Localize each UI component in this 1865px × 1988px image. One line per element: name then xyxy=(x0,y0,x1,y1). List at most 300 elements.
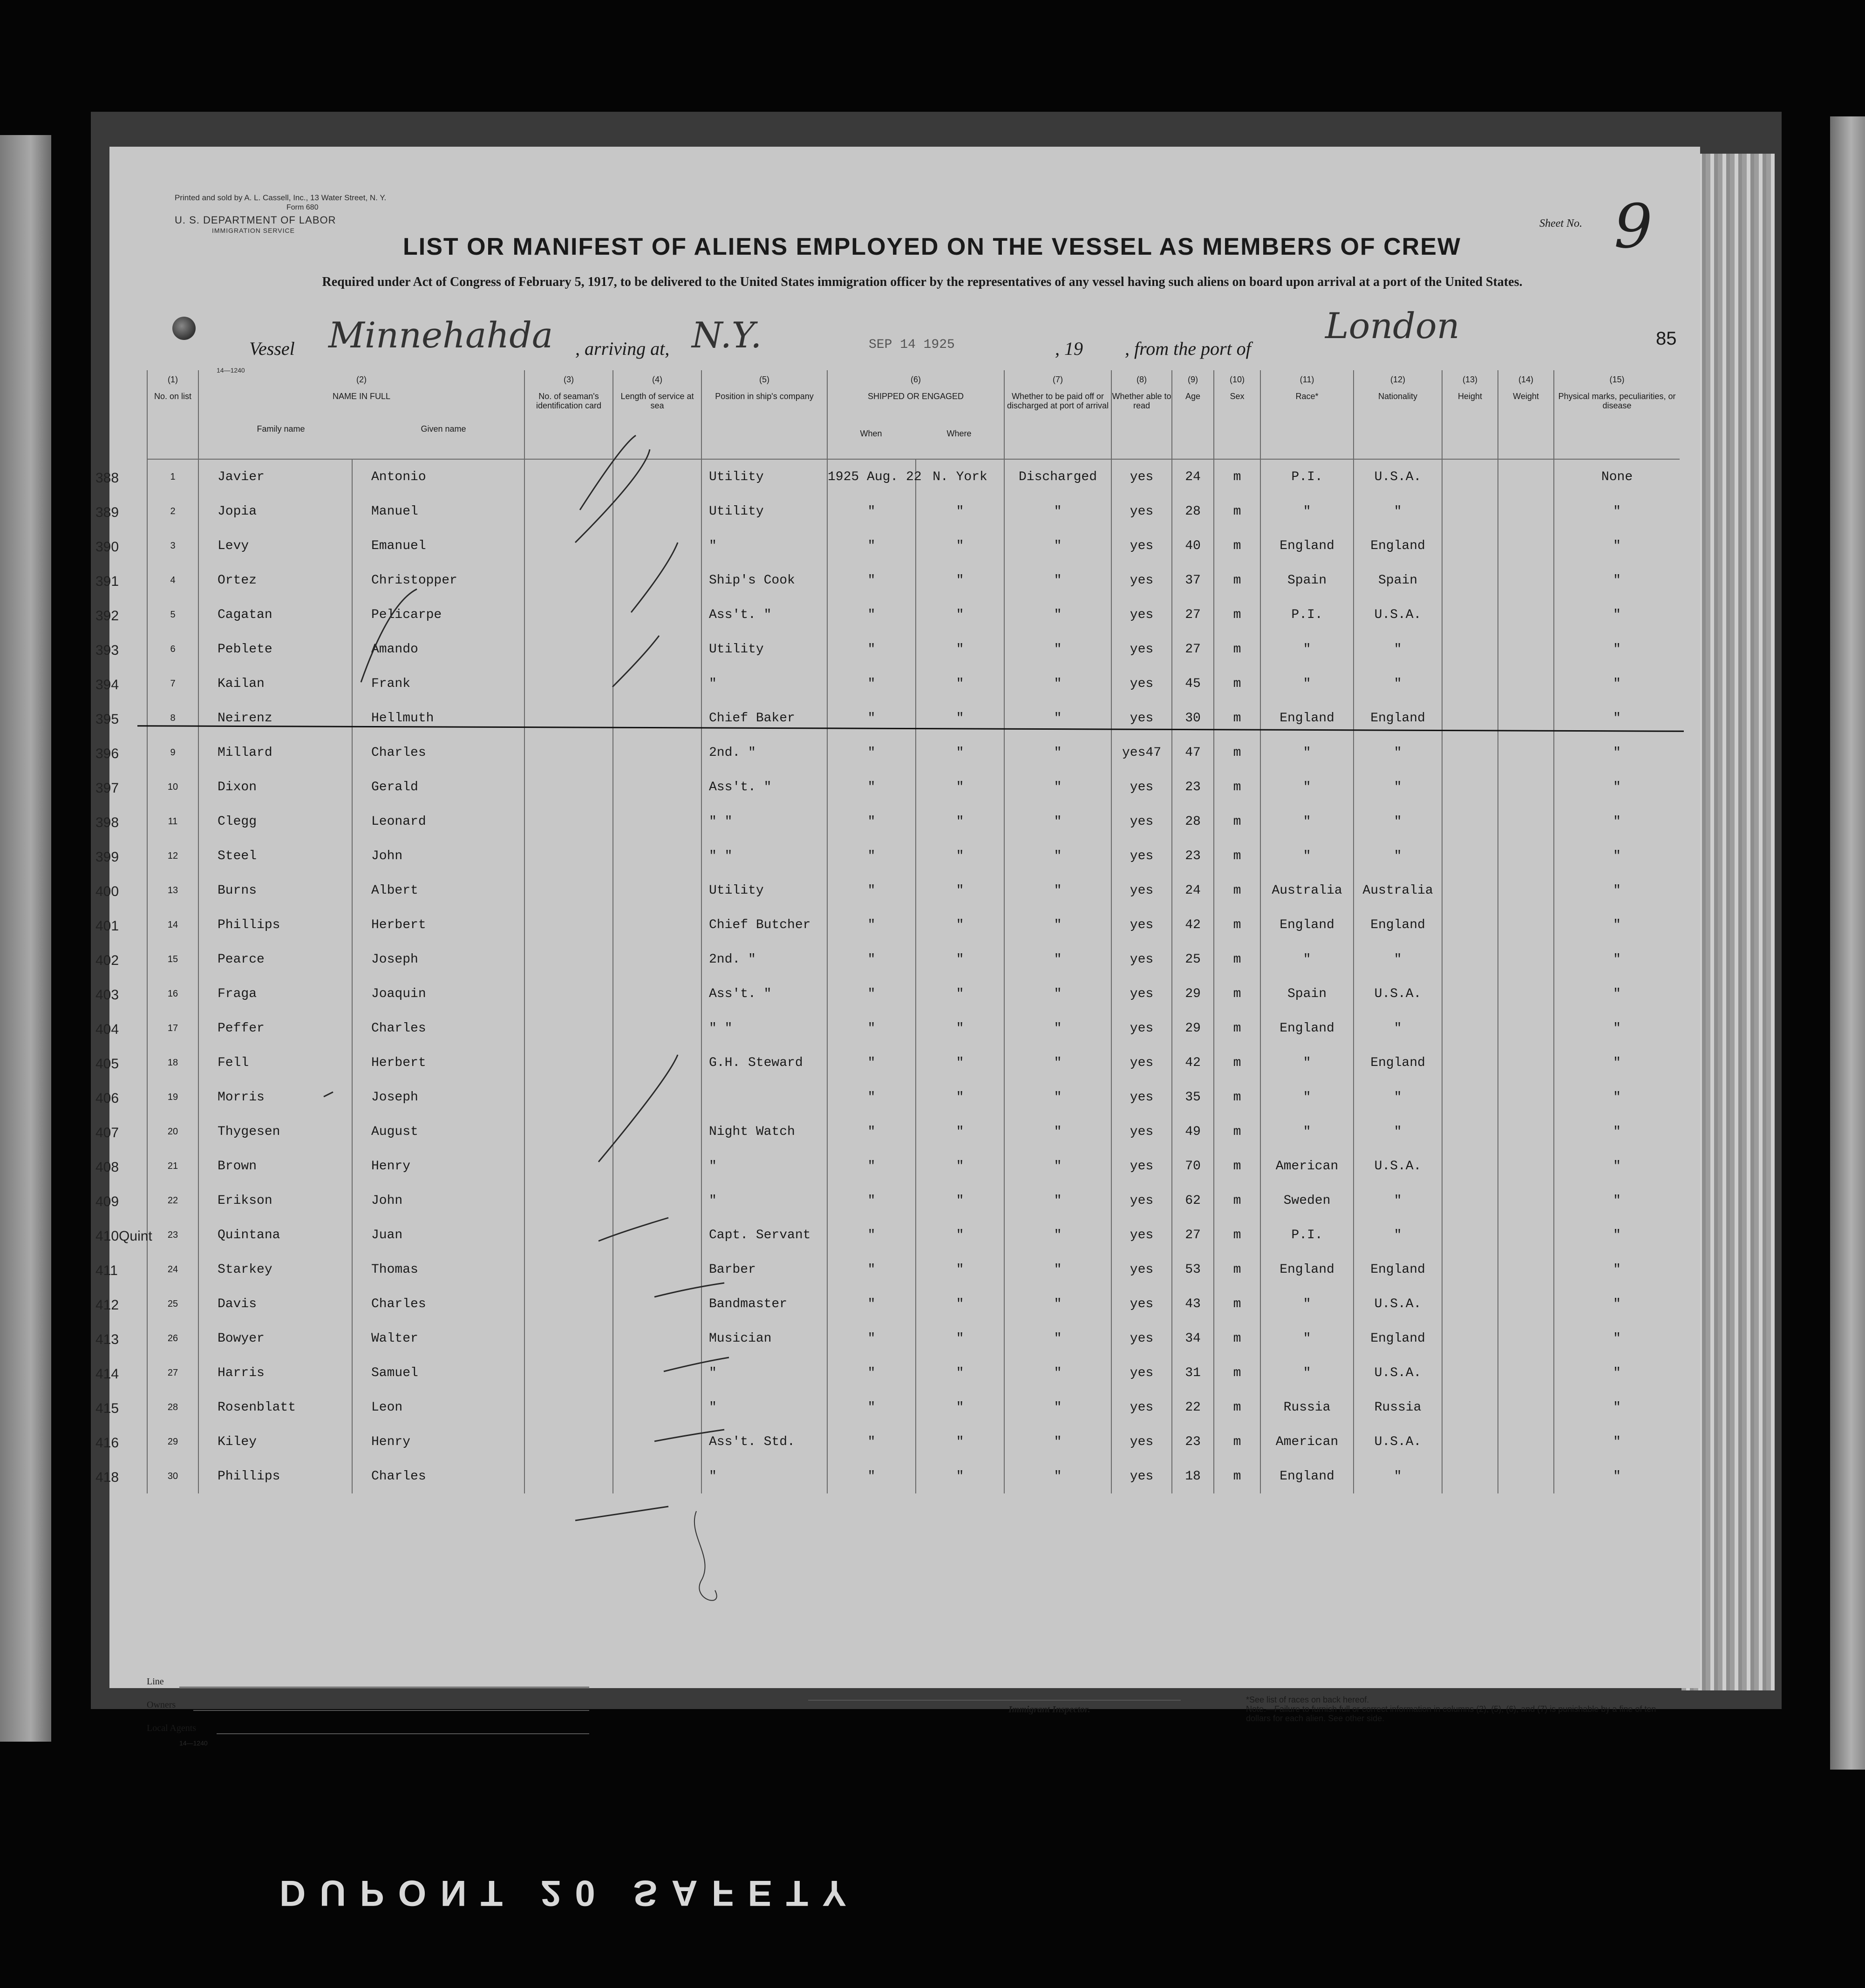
cell-age: 29 xyxy=(1172,977,1214,1011)
cell-read: yes xyxy=(1111,1356,1172,1390)
cell-when: " xyxy=(827,839,916,873)
cell-given: Charles xyxy=(352,735,524,770)
cell-marks: " xyxy=(1554,1356,1680,1390)
cell-paid: " xyxy=(1004,1321,1111,1356)
cell-age: 27 xyxy=(1172,1218,1214,1252)
cell-where: " xyxy=(916,735,1004,770)
cell-nationality: England xyxy=(1354,529,1442,563)
cell-position: " xyxy=(701,1149,827,1183)
cell-where: " xyxy=(916,1356,1004,1390)
cell-nationality: " xyxy=(1354,942,1442,977)
cell-race: American xyxy=(1260,1425,1354,1459)
cell-read: yes xyxy=(1111,494,1172,529)
cell-no: 25 xyxy=(147,1287,198,1321)
cell-where: " xyxy=(916,977,1004,1011)
cell-race: P.I. xyxy=(1260,459,1354,494)
cell-when: 1925 Aug. 22 xyxy=(827,459,916,494)
margin-number: 411 xyxy=(95,1263,118,1278)
cell-read: yes xyxy=(1111,1114,1172,1149)
cell-when: " xyxy=(827,873,916,908)
cell-given: Leonard xyxy=(352,804,524,839)
cell-position: Chief Baker xyxy=(701,701,827,735)
cell-family: Kailan xyxy=(198,666,352,701)
cell-paid: " xyxy=(1004,1356,1111,1390)
cell-position: Ship's Cook xyxy=(701,563,827,597)
cell-sex: m xyxy=(1214,701,1260,735)
cell-nationality: " xyxy=(1354,1183,1442,1218)
cell-sex: m xyxy=(1214,839,1260,873)
margin-number: 403 xyxy=(95,987,119,1003)
margin-number: 397 xyxy=(95,780,119,796)
cell-read: yes xyxy=(1111,770,1172,804)
cell-no: 27 xyxy=(147,1356,198,1390)
cell-paid: " xyxy=(1004,1459,1111,1493)
cell-no: 24 xyxy=(147,1252,198,1287)
cell-given: Joseph xyxy=(352,942,524,977)
col-header-physical-marks: (15) Physical marks, peculiarities, or disease xyxy=(1554,370,1680,459)
margin-number: 395 xyxy=(95,712,119,727)
cell-age: 34 xyxy=(1172,1321,1214,1356)
cell-no: 16 xyxy=(147,977,198,1011)
cell-nationality: " xyxy=(1354,804,1442,839)
cell-where: " xyxy=(916,666,1004,701)
col-subheader-given: Given name xyxy=(421,424,466,434)
cell-race: Sweden xyxy=(1260,1183,1354,1218)
vessel-label: Vessel xyxy=(249,338,295,359)
cell-race: " xyxy=(1260,942,1354,977)
margin-number: 409 xyxy=(95,1194,119,1209)
cell-position: 2nd. " xyxy=(701,735,827,770)
cell-age: 29 xyxy=(1172,1011,1214,1045)
cell-family: Bowyer xyxy=(198,1321,352,1356)
cell-family: Harris xyxy=(198,1356,352,1390)
date-stamp: SEP 14 1925 xyxy=(869,338,955,352)
cell-paid: " xyxy=(1004,632,1111,666)
cell-read: yes xyxy=(1111,632,1172,666)
cell-age: 70 xyxy=(1172,1149,1214,1183)
cell-position: Capt. Servant xyxy=(701,1218,827,1252)
margin-number: 394 xyxy=(95,677,119,692)
cell-no: 20 xyxy=(147,1114,198,1149)
cell-nationality: U.S.A. xyxy=(1354,977,1442,1011)
pen-stroke xyxy=(580,435,636,510)
cell-given: Frank xyxy=(352,666,524,701)
cell-nationality: U.S.A. xyxy=(1354,1356,1442,1390)
cell-family: Phillips xyxy=(198,1459,352,1493)
cell-given: Amando xyxy=(352,632,524,666)
col-subheader-family: Family name xyxy=(257,424,305,434)
cell-nationality: U.S.A. xyxy=(1354,1425,1442,1459)
cell-read: yes xyxy=(1111,563,1172,597)
cell-sex: m xyxy=(1214,1356,1260,1390)
cell-marks: " xyxy=(1554,1459,1680,1493)
cell-nationality: U.S.A. xyxy=(1354,597,1442,632)
cell-nationality: " xyxy=(1354,1011,1442,1045)
cell-position: " xyxy=(701,1459,827,1493)
cell-given: August xyxy=(352,1114,524,1149)
cell-age: 45 xyxy=(1172,666,1214,701)
cell-where: " xyxy=(916,908,1004,942)
cell-when: " xyxy=(827,1114,916,1149)
cell-given: Pelicarpe xyxy=(352,597,524,632)
cell-marks: None xyxy=(1554,459,1680,494)
cell-sex: m xyxy=(1214,1114,1260,1149)
cell-family: Phillips xyxy=(198,908,352,942)
col-header-id-card: (3) No. of seaman's identification card xyxy=(524,370,613,459)
cell-sex: m xyxy=(1214,1321,1260,1356)
cell-age: 24 xyxy=(1172,459,1214,494)
cell-nationality: " xyxy=(1354,1080,1442,1114)
col-header-race: (11) Race* xyxy=(1260,370,1354,459)
cell-nationality: " xyxy=(1354,735,1442,770)
cell-age: 43 xyxy=(1172,1287,1214,1321)
cell-where: " xyxy=(916,597,1004,632)
pen-stroke xyxy=(613,636,659,687)
cell-read: yes47 xyxy=(1111,735,1172,770)
cell-age: 28 xyxy=(1172,804,1214,839)
cell-sex: m xyxy=(1214,1390,1260,1425)
margin-number: 405 xyxy=(95,1056,119,1072)
cell-race: England xyxy=(1260,1459,1354,1493)
cell-age: 28 xyxy=(1172,494,1214,529)
margin-number: 393 xyxy=(95,643,119,658)
cell-given: John xyxy=(352,839,524,873)
cell-marks: " xyxy=(1554,1011,1680,1045)
cell-no: 6 xyxy=(147,632,198,666)
cell-nationality: " xyxy=(1354,632,1442,666)
cell-family: Fraga xyxy=(198,977,352,1011)
cell-given: Joseph xyxy=(352,1080,524,1114)
cell-nationality: England xyxy=(1354,1045,1442,1080)
cell-marks: " xyxy=(1554,1218,1680,1252)
cell-given: Thomas xyxy=(352,1252,524,1287)
page-subtitle: Required under Act of Congress of February 5, 1917, to be delivered to the United States immigration officer by the representatives of any vessel having such aliens on board upon arrival at a port of the United States. xyxy=(322,275,1523,289)
col-subheader-where: Where xyxy=(946,429,972,438)
cell-sex: m xyxy=(1214,873,1260,908)
cell-nationality: " xyxy=(1354,1218,1442,1252)
cell-read: yes xyxy=(1111,459,1172,494)
cell-race: " xyxy=(1260,1114,1354,1149)
cell-when: " xyxy=(827,1321,916,1356)
cell-family: Quintana xyxy=(198,1218,352,1252)
cell-nationality: " xyxy=(1354,839,1442,873)
cell-paid: " xyxy=(1004,1149,1111,1183)
cell-where: " xyxy=(916,1114,1004,1149)
pen-annotations xyxy=(109,147,1700,1688)
cell-no: 26 xyxy=(147,1321,198,1356)
cell-where: " xyxy=(916,1080,1004,1114)
cell-read: yes xyxy=(1111,597,1172,632)
cell-family: Javier xyxy=(198,459,352,494)
cell-marks: " xyxy=(1554,632,1680,666)
department-name: U. S. DEPARTMENT OF LABOR xyxy=(175,214,336,226)
manifest-sheet xyxy=(95,147,1700,1747)
cell-read: yes xyxy=(1111,1390,1172,1425)
cell-paid: " xyxy=(1004,529,1111,563)
cell-read: yes xyxy=(1111,701,1172,735)
cell-where: " xyxy=(916,1149,1004,1183)
cell-nationality: " xyxy=(1354,494,1442,529)
cell-when: " xyxy=(827,1390,916,1425)
cell-given: Antonio xyxy=(352,459,524,494)
cell-paid: " xyxy=(1004,977,1111,1011)
cell-given: John xyxy=(352,1183,524,1218)
margin-number: 408 xyxy=(95,1160,119,1175)
col-header-read: (8) Whether able to read xyxy=(1111,370,1172,459)
cell-race: England xyxy=(1260,1252,1354,1287)
cell-sex: m xyxy=(1214,1287,1260,1321)
cell-age: 37 xyxy=(1172,563,1214,597)
cell-age: 42 xyxy=(1172,1045,1214,1080)
cell-sex: m xyxy=(1214,597,1260,632)
cell-when: " xyxy=(827,1252,916,1287)
cell-family: Millard xyxy=(198,735,352,770)
cell-when: " xyxy=(827,563,916,597)
cell-where: " xyxy=(916,529,1004,563)
cell-no: 19 xyxy=(147,1080,198,1114)
pen-stroke xyxy=(575,1506,668,1520)
cell-position: " " xyxy=(701,839,827,873)
cell-marks: " xyxy=(1554,494,1680,529)
pen-stroke xyxy=(654,1430,724,1441)
cell-marks: " xyxy=(1554,529,1680,563)
cell-read: yes xyxy=(1111,529,1172,563)
cell-paid: " xyxy=(1004,701,1111,735)
arriving-port: N.Y. xyxy=(692,314,762,356)
from-port: London xyxy=(1325,305,1460,346)
pencil-scribble xyxy=(694,1511,717,1601)
cell-given: Gerald xyxy=(352,770,524,804)
cell-read: yes xyxy=(1111,1045,1172,1080)
printer-credit: Printed and sold by A. L. Cassell, Inc., 13 Water Street, N. Y. xyxy=(175,193,387,202)
cell-age: 23 xyxy=(1172,1425,1214,1459)
cell-race: P.I. xyxy=(1260,597,1354,632)
cell-when: " xyxy=(827,770,916,804)
cell-age: 62 xyxy=(1172,1183,1214,1218)
cell-family: Starkey xyxy=(198,1252,352,1287)
cell-read: yes xyxy=(1111,1459,1172,1493)
cell-position: Ass't. " xyxy=(701,977,827,1011)
cell-where: " xyxy=(916,1321,1004,1356)
cell-given: Hellmuth xyxy=(352,701,524,735)
cell-no: 17 xyxy=(147,1011,198,1045)
margin-number: 418 xyxy=(95,1470,119,1485)
margin-number: 388 xyxy=(95,470,119,486)
cell-when: " xyxy=(827,1011,916,1045)
cell-no: 23 xyxy=(147,1218,198,1252)
cell-when: " xyxy=(827,632,916,666)
cell-where: " xyxy=(916,1183,1004,1218)
cell-nationality: U.S.A. xyxy=(1354,459,1442,494)
cell-position: " xyxy=(701,1356,827,1390)
cell-no: 22 xyxy=(147,1183,198,1218)
cell-position: Utility xyxy=(701,632,827,666)
cell-when: " xyxy=(827,529,916,563)
cell-marks: " xyxy=(1554,1114,1680,1149)
cell-read: yes xyxy=(1111,977,1172,1011)
cell-family: Pearce xyxy=(198,942,352,977)
cell-paid: " xyxy=(1004,1183,1111,1218)
cell-given: Christopper xyxy=(352,563,524,597)
year-label: , 19 xyxy=(1055,338,1083,359)
cell-when: " xyxy=(827,1287,916,1321)
cell-given: Herbert xyxy=(352,1045,524,1080)
cell-marks: " xyxy=(1554,977,1680,1011)
col-header-name: (2) NAME IN FULL Family name Given name xyxy=(198,370,524,459)
cell-family: Cagatan xyxy=(198,597,352,632)
cell-when: " xyxy=(827,735,916,770)
cell-marks: " xyxy=(1554,908,1680,942)
cell-no: 5 xyxy=(147,597,198,632)
cell-race: Australia xyxy=(1260,873,1354,908)
cell-given: Henry xyxy=(352,1149,524,1183)
cell-read: yes xyxy=(1111,1252,1172,1287)
cell-family: Neirenz xyxy=(198,701,352,735)
page-number: 85 xyxy=(1656,328,1677,349)
cell-age: 25 xyxy=(1172,942,1214,977)
cell-race: England xyxy=(1260,529,1354,563)
cell-race: " xyxy=(1260,1287,1354,1321)
note-races: *See list of races on back hereof. xyxy=(1246,1695,1369,1704)
cell-where: N. York xyxy=(916,459,1004,494)
cell-sex: m xyxy=(1214,804,1260,839)
cell-sex: m xyxy=(1214,908,1260,942)
cell-family: Clegg xyxy=(198,804,352,839)
cell-nationality: U.S.A. xyxy=(1354,1149,1442,1183)
cell-race: " xyxy=(1260,632,1354,666)
cell-sex: m xyxy=(1214,494,1260,529)
pen-stroke xyxy=(631,543,678,612)
cell-where: " xyxy=(916,1252,1004,1287)
margin-number: 406 xyxy=(95,1091,119,1106)
cell-given: Joaquin xyxy=(352,977,524,1011)
cell-sex: m xyxy=(1214,1218,1260,1252)
cell-no: 9 xyxy=(147,735,198,770)
cell-no: 18 xyxy=(147,1045,198,1080)
cell-sex: m xyxy=(1214,1149,1260,1183)
cell-family: Steel xyxy=(198,839,352,873)
cell-age: 42 xyxy=(1172,908,1214,942)
adjacent-frame-right xyxy=(1830,116,1865,1770)
margin-number: 410Quint xyxy=(95,1228,152,1244)
cell-read: yes xyxy=(1111,1183,1172,1218)
cell-age: 35 xyxy=(1172,1080,1214,1114)
cell-read: yes xyxy=(1111,666,1172,701)
margin-number: 412 xyxy=(95,1297,119,1313)
cell-race: " xyxy=(1260,1321,1354,1356)
cell-no: 7 xyxy=(147,666,198,701)
cell-sex: m xyxy=(1214,942,1260,977)
cell-no: 30 xyxy=(147,1459,198,1493)
cell-family: Jopia xyxy=(198,494,352,529)
cell-marks: " xyxy=(1554,597,1680,632)
cell-family: Kiley xyxy=(198,1425,352,1459)
cell-no: 10 xyxy=(147,770,198,804)
from-port-label: , from the port of xyxy=(1125,338,1251,359)
margin-number: 407 xyxy=(95,1125,119,1140)
cell-marks: " xyxy=(1554,804,1680,839)
cell-family: Peblete xyxy=(198,632,352,666)
cell-nationality: " xyxy=(1354,1114,1442,1149)
cell-given: Henry xyxy=(352,1425,524,1459)
cell-sex: m xyxy=(1214,735,1260,770)
cell-position: 2nd. " xyxy=(701,942,827,977)
sheet-number: 9 xyxy=(1614,191,1653,262)
cell-marks: " xyxy=(1554,1321,1680,1356)
cell-where: " xyxy=(916,701,1004,735)
cell-read: yes xyxy=(1111,1149,1172,1183)
footer-line-label: Line xyxy=(147,1676,164,1687)
pen-stroke xyxy=(324,1092,333,1097)
cell-position: Night Watch xyxy=(701,1114,827,1149)
table-form-code: 14—1240 xyxy=(217,366,245,374)
cell-marks: " xyxy=(1554,1149,1680,1183)
cell-given: Albert xyxy=(352,873,524,908)
cell-when: " xyxy=(827,942,916,977)
col-header-shipped: (6) SHIPPED OR ENGAGED When Where xyxy=(827,370,1004,459)
cell-sex: m xyxy=(1214,1425,1260,1459)
cell-when: " xyxy=(827,1425,916,1459)
margin-number: 416 xyxy=(95,1435,119,1451)
cell-no: 1 xyxy=(147,459,198,494)
cell-nationality: Australia xyxy=(1354,873,1442,908)
cell-where: " xyxy=(916,563,1004,597)
cell-given: Leon xyxy=(352,1390,524,1425)
cell-when: " xyxy=(827,597,916,632)
cell-marks: " xyxy=(1554,1045,1680,1080)
cell-no: 2 xyxy=(147,494,198,529)
cell-marks: " xyxy=(1554,1425,1680,1459)
cell-race: American xyxy=(1260,1149,1354,1183)
cell-no: 29 xyxy=(147,1425,198,1459)
cell-where: " xyxy=(916,942,1004,977)
cell-marks: " xyxy=(1554,1287,1680,1321)
cell-race: " xyxy=(1260,770,1354,804)
cell-paid: " xyxy=(1004,908,1111,942)
cell-sex: m xyxy=(1214,529,1260,563)
cell-marks: " xyxy=(1554,1390,1680,1425)
cell-when: " xyxy=(827,1045,916,1080)
cell-position: " xyxy=(701,1183,827,1218)
cell-age: 23 xyxy=(1172,839,1214,873)
cell-position: Musician xyxy=(701,1321,827,1356)
cell-when: " xyxy=(827,1459,916,1493)
cell-where: " xyxy=(916,1459,1004,1493)
cell-when: " xyxy=(827,1356,916,1390)
cell-no: 21 xyxy=(147,1149,198,1183)
cell-when: " xyxy=(827,494,916,529)
cell-read: yes xyxy=(1111,1287,1172,1321)
cell-given: Charles xyxy=(352,1287,524,1321)
cell-position: " " xyxy=(701,804,827,839)
inspector-signature-rule xyxy=(808,1700,1181,1701)
sheet-label: Sheet No. xyxy=(1539,217,1582,230)
cell-paid: " xyxy=(1004,804,1111,839)
cell-race: " xyxy=(1260,1045,1354,1080)
cell-race: England xyxy=(1260,908,1354,942)
cell-paid: " xyxy=(1004,666,1111,701)
pen-stroke xyxy=(654,1283,724,1297)
cell-sex: m xyxy=(1214,1080,1260,1114)
cell-position: " xyxy=(701,1390,827,1425)
cell-age: 27 xyxy=(1172,632,1214,666)
cell-where: " xyxy=(916,804,1004,839)
pen-stroke xyxy=(575,449,650,543)
cell-family: Peffer xyxy=(198,1011,352,1045)
service-name: IMMIGRATION SERVICE xyxy=(212,227,295,234)
margin-number: 414 xyxy=(95,1366,119,1382)
cell-age: 49 xyxy=(1172,1114,1214,1149)
